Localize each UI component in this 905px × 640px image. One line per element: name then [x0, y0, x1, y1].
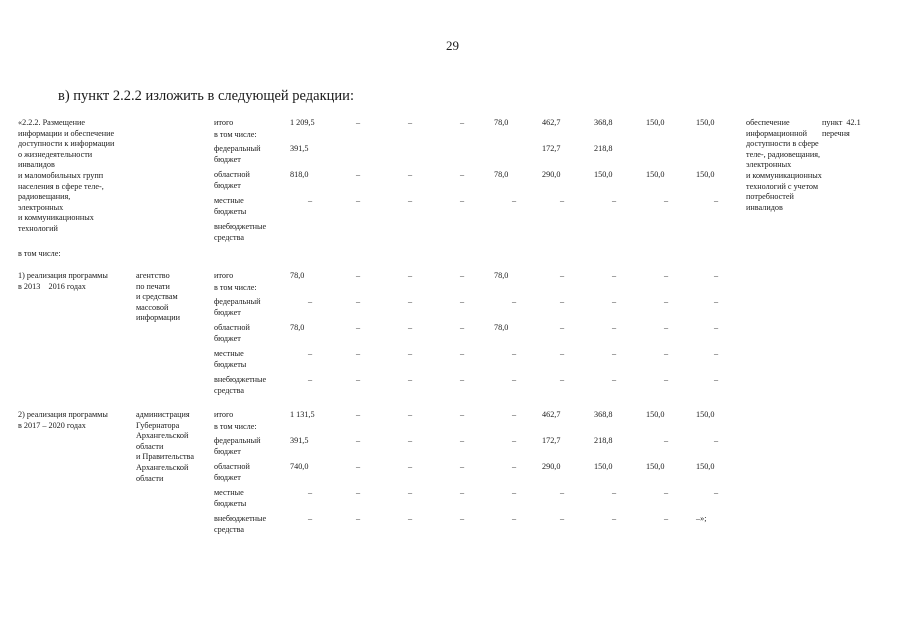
value-cell: –	[407, 196, 413, 205]
value-cell: –	[307, 349, 313, 358]
value-cell: 1 131,5	[290, 410, 315, 419]
value-cell: –	[459, 488, 465, 497]
row-label-mest: бюджеты	[214, 206, 247, 216]
value-cell: 368,8	[594, 118, 613, 127]
row-label-vneb: средства	[214, 385, 245, 395]
row-label-itogo: итого	[214, 271, 234, 280]
sub2-executor: Архангельской	[136, 463, 189, 472]
value-cell: 150,0	[696, 170, 715, 179]
value-cell: 150,0	[696, 462, 715, 471]
value-cell: –	[663, 297, 669, 306]
value-cell: –	[663, 323, 669, 332]
sub2-name: в 2017 – 2020 годах	[18, 420, 86, 430]
main-item-result: теле-, радиовещания,	[746, 149, 821, 159]
value-cell: –	[559, 488, 565, 497]
value-cell: 218,8	[594, 436, 613, 445]
row-label-fed: федеральный	[214, 436, 261, 445]
value-cell: 78,0	[494, 271, 509, 280]
value-cell: 172,7	[542, 144, 561, 153]
value-cell: –	[407, 462, 413, 471]
main-item-result: доступности в сфере	[746, 139, 819, 149]
value-cell: 290,0	[542, 462, 561, 471]
value-cell: 78,0	[494, 323, 509, 332]
sub2-executor: администрация	[136, 410, 190, 419]
value-cell: –	[559, 514, 565, 523]
value-cell: –	[355, 349, 361, 358]
value-cell: –	[307, 488, 313, 497]
row-label-obl: областной	[214, 323, 250, 332]
row-label-fed: бюджет	[214, 307, 241, 317]
value-cell: –	[355, 375, 361, 384]
value-cell: –	[459, 297, 465, 306]
main-item-name: о жизнедеятельности	[18, 149, 93, 159]
row-label-fed: бюджет	[214, 154, 241, 164]
main-item-result: потребностей	[746, 192, 794, 202]
value-cell: –	[713, 349, 719, 358]
page-number: 29	[446, 38, 459, 53]
value-cell: 78,0	[290, 271, 305, 280]
main-item-name: технологий	[18, 224, 58, 233]
value-cell: –	[559, 375, 565, 384]
value-cell: 78,0	[494, 118, 509, 127]
value-cell: 290,0	[542, 170, 561, 179]
value-cell: –	[355, 196, 361, 205]
value-cell: –	[407, 297, 413, 306]
value-cell: –	[611, 488, 617, 497]
sub2-name: 2) реализация программы	[18, 410, 108, 419]
value-cell: –	[407, 375, 413, 384]
value-cell: –	[459, 118, 465, 127]
sub1-executor: по печати	[136, 281, 170, 291]
row-label-vneb: внебюджетные	[214, 375, 267, 384]
row-label-obl: областной	[214, 170, 250, 179]
row-label-obl: бюджет	[214, 472, 241, 482]
sub1-executor: массовой	[136, 302, 169, 312]
value-cell: –	[663, 349, 669, 358]
value-cell: –	[511, 297, 517, 306]
main-item-result: инвалидов	[746, 202, 783, 212]
row-label-obl: бюджет	[214, 180, 241, 190]
sub1-name: в 2013 2016 годах	[18, 281, 86, 291]
value-cell: –	[713, 297, 719, 306]
value-cell: –	[355, 170, 361, 179]
row-label-obl: областной	[214, 462, 250, 471]
main-item-name: инвалидов	[18, 160, 55, 170]
value-cell: 150,0	[594, 462, 613, 471]
row-label-mest: местные	[214, 488, 244, 497]
value-cell: –	[407, 349, 413, 358]
value-cell: –	[713, 436, 719, 445]
main-item-name: электронных	[18, 202, 64, 212]
value-cell: 740,0	[290, 462, 309, 471]
value-cell: –	[611, 323, 617, 332]
value-cell: –	[355, 271, 361, 280]
value-cell: –	[611, 297, 617, 306]
value-cell: 391,5	[290, 436, 309, 445]
value-cell: –	[511, 488, 517, 497]
value-cell: –	[663, 514, 669, 523]
value-cell: –	[511, 514, 517, 523]
value-cell: –	[407, 514, 413, 523]
sub2-executor: области	[136, 473, 164, 483]
value-cell: –	[511, 196, 517, 205]
value-cell: –	[459, 462, 465, 471]
main-item-name: доступности к информации	[18, 139, 115, 149]
value-cell: –	[459, 323, 465, 332]
sub2-executor: и Правительства	[136, 452, 194, 462]
value-cell: 78,0	[494, 170, 509, 179]
row-label-obl: бюджет	[214, 333, 241, 343]
value-cell: –	[713, 323, 719, 332]
subheading: в том числе:	[18, 249, 61, 258]
value-cell: –	[611, 375, 617, 384]
value-cell: –	[407, 323, 413, 332]
row-label-vneb: внебюджетные	[214, 514, 267, 523]
value-cell: 150,0	[696, 118, 715, 127]
value-cell: –	[663, 436, 669, 445]
value-cell: 462,7	[542, 410, 561, 419]
row-label-vtch: в том числе:	[214, 130, 257, 139]
value-cell: 150,0	[696, 410, 715, 419]
sub1-executor: информации	[136, 313, 181, 323]
row-label-fed: федеральный	[214, 297, 261, 306]
main-item-name: «2.2.2. Размещение	[18, 118, 86, 127]
value-cell: –	[459, 196, 465, 205]
value-cell: –	[459, 271, 465, 280]
value-cell: –	[511, 349, 517, 358]
value-cell: 150,0	[646, 170, 665, 179]
value-cell: –	[559, 297, 565, 306]
value-cell: –	[459, 436, 465, 445]
value-cell: –	[307, 375, 313, 384]
value-cell: 368,8	[594, 410, 613, 419]
value-cell: –	[307, 514, 313, 523]
value-cell: –	[663, 271, 669, 280]
main-item-name: радиовещания,	[18, 192, 71, 202]
value-cell: 1 209,5	[290, 118, 315, 127]
value-cell: –	[713, 271, 719, 280]
value-cell: –	[611, 196, 617, 205]
value-cell: –	[559, 349, 565, 358]
main-item-result: информационной	[746, 128, 807, 138]
value-cell: 218,8	[594, 144, 613, 153]
value-cell: –	[663, 375, 669, 384]
main-item-reference: перечня	[822, 128, 850, 138]
sub1-executor: и средствам	[136, 292, 178, 302]
value-cell: –	[611, 349, 617, 358]
value-cell: –	[355, 488, 361, 497]
value-cell: 391,5	[290, 144, 309, 153]
row-label-mest: местные	[214, 349, 244, 358]
value-cell: –	[355, 436, 361, 445]
main-item-name: информации и обеспечение	[18, 128, 115, 138]
value-cell: –	[511, 436, 517, 445]
value-cell: –	[459, 349, 465, 358]
row-label-mest: бюджеты	[214, 359, 247, 369]
value-cell: 462,7	[542, 118, 561, 127]
value-cell: 150,0	[646, 410, 665, 419]
value-cell: –	[713, 196, 719, 205]
value-cell: –	[663, 196, 669, 205]
main-item-name: и маломобильных групп	[18, 171, 104, 180]
value-cell: –	[511, 462, 517, 471]
main-item-result: электронных	[746, 160, 792, 170]
value-cell: –	[611, 514, 617, 523]
value-cell: –»;	[696, 514, 707, 523]
value-cell: –	[407, 271, 413, 280]
value-cell: –	[611, 271, 617, 280]
value-cell: –	[459, 375, 465, 384]
sub2-executor: Губернатора	[136, 420, 180, 430]
value-cell: –	[713, 488, 719, 497]
value-cell: –	[407, 118, 413, 127]
value-cell: –	[511, 410, 517, 419]
row-label-vneb: средства	[214, 524, 245, 534]
sub2-executor: области	[136, 441, 164, 451]
value-cell: –	[355, 462, 361, 471]
value-cell: 150,0	[594, 170, 613, 179]
sub1-name: 1) реализация программы	[18, 271, 108, 280]
value-cell: 150,0	[646, 118, 665, 127]
page-heading: в) пункт 2.2.2 изложить в следующей редакции:	[58, 88, 354, 104]
value-cell: –	[559, 323, 565, 332]
row-label-itogo: итого	[214, 410, 234, 419]
value-cell: –	[559, 196, 565, 205]
row-label-vneb: средства	[214, 232, 245, 242]
value-cell: –	[407, 488, 413, 497]
value-cell: 78,0	[290, 323, 305, 332]
main-item-name: и коммуникационных	[18, 213, 94, 223]
value-cell: –	[407, 436, 413, 445]
value-cell: 150,0	[646, 462, 665, 471]
sub1-executor: агентство	[136, 271, 170, 280]
main-item-result: технологий с учетом	[746, 181, 819, 191]
value-cell: –	[355, 514, 361, 523]
value-cell: –	[713, 375, 719, 384]
value-cell: –	[459, 170, 465, 179]
value-cell: –	[355, 297, 361, 306]
value-cell: –	[459, 410, 465, 419]
row-label-mest: бюджеты	[214, 498, 247, 508]
value-cell: –	[307, 196, 313, 205]
value-cell: –	[663, 488, 669, 497]
value-cell: –	[307, 297, 313, 306]
row-label-itogo: итого	[214, 118, 234, 127]
value-cell: 818,0	[290, 170, 309, 179]
main-item-reference: пункт 42.1	[822, 118, 861, 127]
value-cell: –	[407, 410, 413, 419]
value-cell: –	[459, 514, 465, 523]
main-item-name: населения в сфере теле-,	[18, 181, 104, 191]
value-cell: –	[559, 271, 565, 280]
value-cell: –	[511, 375, 517, 384]
value-cell: –	[355, 410, 361, 419]
value-cell: 172,7	[542, 436, 561, 445]
sub2-executor: Архангельской	[136, 431, 189, 441]
row-label-vneb: внебюджетные	[214, 222, 267, 231]
row-label-vtch: в том числе:	[214, 283, 257, 292]
row-label-vtch: в том числе:	[214, 422, 257, 431]
row-label-fed: федеральный	[214, 144, 261, 153]
row-label-mest: местные	[214, 196, 244, 205]
value-cell: –	[355, 323, 361, 332]
row-label-fed: бюджет	[214, 446, 241, 456]
value-cell: –	[407, 170, 413, 179]
main-item-result: и коммуникационных	[746, 171, 822, 180]
value-cell: –	[355, 118, 361, 127]
main-item-result: обеспечение	[746, 118, 790, 127]
